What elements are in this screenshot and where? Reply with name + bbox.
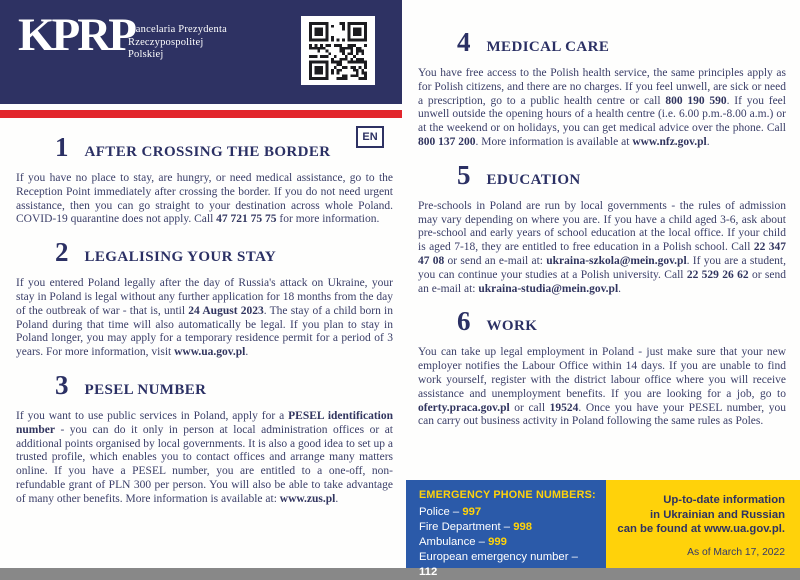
section-body: You have free access to the Polish health service, the same principles apply as for Polish citizens, and there are no charges. If you feel unwell, are sick or need a prescription, go to a public health centre or call 800 190 590. If you feel unwell outside the opening hours of a health centre (i.e. 6.00 p.m.-8.00 a.m.) or at the weekend or on holidays, you can get medical advice over the phone. Call 800 137 200. More information is available at www.nfz.gov.pl. (418, 67, 786, 148)
org-name (128, 24, 227, 62)
as-of-date: As of March 17, 2022 (687, 547, 785, 558)
section-heading (457, 161, 786, 189)
section-number: 1 (55, 132, 69, 162)
inline-link: www.ua.gov.pl (704, 523, 782, 535)
org-name-line3: Polskiej (128, 49, 164, 60)
section-body: If you want to use public services in Poland, apply for a PESEL identification number - you can do it only in person at local administration offices or at additional points organised by local governments. It is also a good idea to set up a trusted profile, which enables you to contact offices and arrange many matters online. If you have a PESEL number, you are entitled to a one-off, non-refundable grant of PLN 300 per person. You will also be able to take advantage of many other benefits. More information is available at: www.zus.pl. (16, 409, 394, 505)
inline-link: www.zus.pl (279, 492, 336, 505)
section-heading (55, 238, 393, 266)
emergency-item: Fire Department – 998 (419, 521, 533, 533)
info-line: in Ukrainian and Russian (650, 508, 785, 521)
section-work (418, 307, 786, 429)
section-number: 5 (457, 159, 471, 190)
inline-link: oferty.praca.gov.pl (418, 401, 510, 414)
section-legalising-your-stay (16, 238, 393, 360)
inline-link: ukraina-studia@mein.gov.pl (478, 282, 619, 295)
inline-link: 800 190 590 (665, 94, 727, 107)
qr-code-pattern (309, 22, 367, 80)
section-number: 4 (457, 27, 471, 57)
info-line: Up-to-date information (663, 494, 785, 506)
section-body: If you entered Poland legally after the day of Russia's attack on Ukraine, your stay in Poland is legal without any further application for 18 months from the day of the outbreak of war - that is, until 24 August 2023. The stay of a child born in Poland during that time will also automatically be legal. If you plan to stay in Poland longer, you may apply for a temporary residence permit for a period of 3 years. For more information, visit www.ua.gov.pl. (16, 277, 394, 359)
section-pesel-number (16, 371, 393, 507)
right-column (418, 28, 786, 440)
section-education (418, 161, 786, 297)
qr-code-icon (301, 16, 375, 85)
section-title: WORK (486, 318, 538, 335)
emergency-items-list (419, 505, 598, 580)
inline-link: 19524 (549, 401, 579, 414)
section-medical-care (418, 28, 786, 150)
flag-red-stripe (0, 110, 402, 118)
inline-link: 22 529 26 62 (686, 268, 749, 281)
org-name-line1: Kancelaria Prezydenta (128, 24, 227, 35)
info-box (606, 480, 800, 568)
section-number: 3 (55, 369, 69, 400)
section-heading (55, 133, 393, 161)
emergency-number: 998 (513, 521, 533, 533)
emergency-numbers-box (406, 480, 606, 578)
inline-link: 800 137 200 (418, 135, 476, 148)
section-heading (457, 307, 786, 335)
kprp-logo: KPRP (18, 9, 134, 61)
inline-link: PESEL identification number (16, 409, 394, 436)
section-body: If you have no place to stay, are hungry, or need medical assistance, go to the Reception Point immediately after crossing the border. If you do not need urgent assistance, then you can go straight to your destination across whole Poland. COVID-19 quarantine does not apply. Call 47 721 75 75 for more information. (16, 172, 393, 226)
section-title: MEDICAL CARE (486, 39, 610, 55)
section-number: 2 (55, 237, 69, 268)
section-body: Pre-schools in Poland are run by local governments - the rules of admission may vary depending on where you are. If you have a child aged 3-6, ask about pre-school and early years of school education at the local office. If your child is aged 7-18, they are entitled to free education in a Polish school. Call 22 347 47 08 or send an e-mail at: ukraina-szkola@mein.gov.pl. If you are a student, you can continue your studies at a Polish university. Call 22 529 26 62 or send an e-mail at: ukraina-studia@mein.gov.pl. (418, 199, 786, 295)
inline-link: ukraina-szkola@mein.gov.pl (546, 254, 687, 267)
emergency-title: EMERGENCY PHONE NUMBERS: (419, 489, 596, 501)
emergency-number: 999 (488, 536, 507, 548)
section-title: EDUCATION (486, 171, 581, 188)
section-number: 6 (457, 306, 471, 337)
emergency-number: 112 (419, 566, 438, 578)
info-line: can be found at www.ua.gov.pl. (617, 523, 785, 535)
section-heading (55, 371, 393, 399)
inline-link: 22 347 47 08 (418, 241, 786, 267)
emergency-item: Police – 997 (419, 506, 482, 518)
section-body: You can take up legal employment in Poland - just make sure that your new employer notifies the Labour Office within 14 days. If you are unable to find work yourself, register with the district labour office where you will receive assistance and unemployment benefits. If you are looking for a job, go to oferty.praca.gov.pl or call 19524. Once you have your PESEL number, you can carry out business activity in Poland following the same rules as Poles. (418, 346, 786, 428)
language-badge: EN (356, 126, 384, 148)
emergency-item: European emergency number – 112 (419, 551, 578, 578)
section-title: LEGALISING YOUR STAY (84, 249, 277, 266)
header-banner (0, 0, 402, 104)
section-title: PESEL NUMBER (84, 381, 207, 398)
section-after-crossing-the-border (16, 133, 393, 227)
org-name-line2: Rzeczypospolitej (128, 36, 204, 48)
inline-link: 47 721 75 75 (216, 213, 277, 226)
inline-link: 24 August 2023 (188, 304, 264, 317)
emergency-item: Ambulance – 999 (419, 536, 507, 548)
left-column (16, 133, 393, 518)
inline-link: www.ua.gov.pl (174, 346, 246, 359)
info-text (616, 493, 785, 537)
emergency-number: 997 (462, 506, 482, 518)
section-heading (457, 28, 786, 56)
inline-link: www.nfz.gov.pl (632, 135, 707, 148)
section-title: AFTER CROSSING THE BORDER (84, 144, 331, 160)
